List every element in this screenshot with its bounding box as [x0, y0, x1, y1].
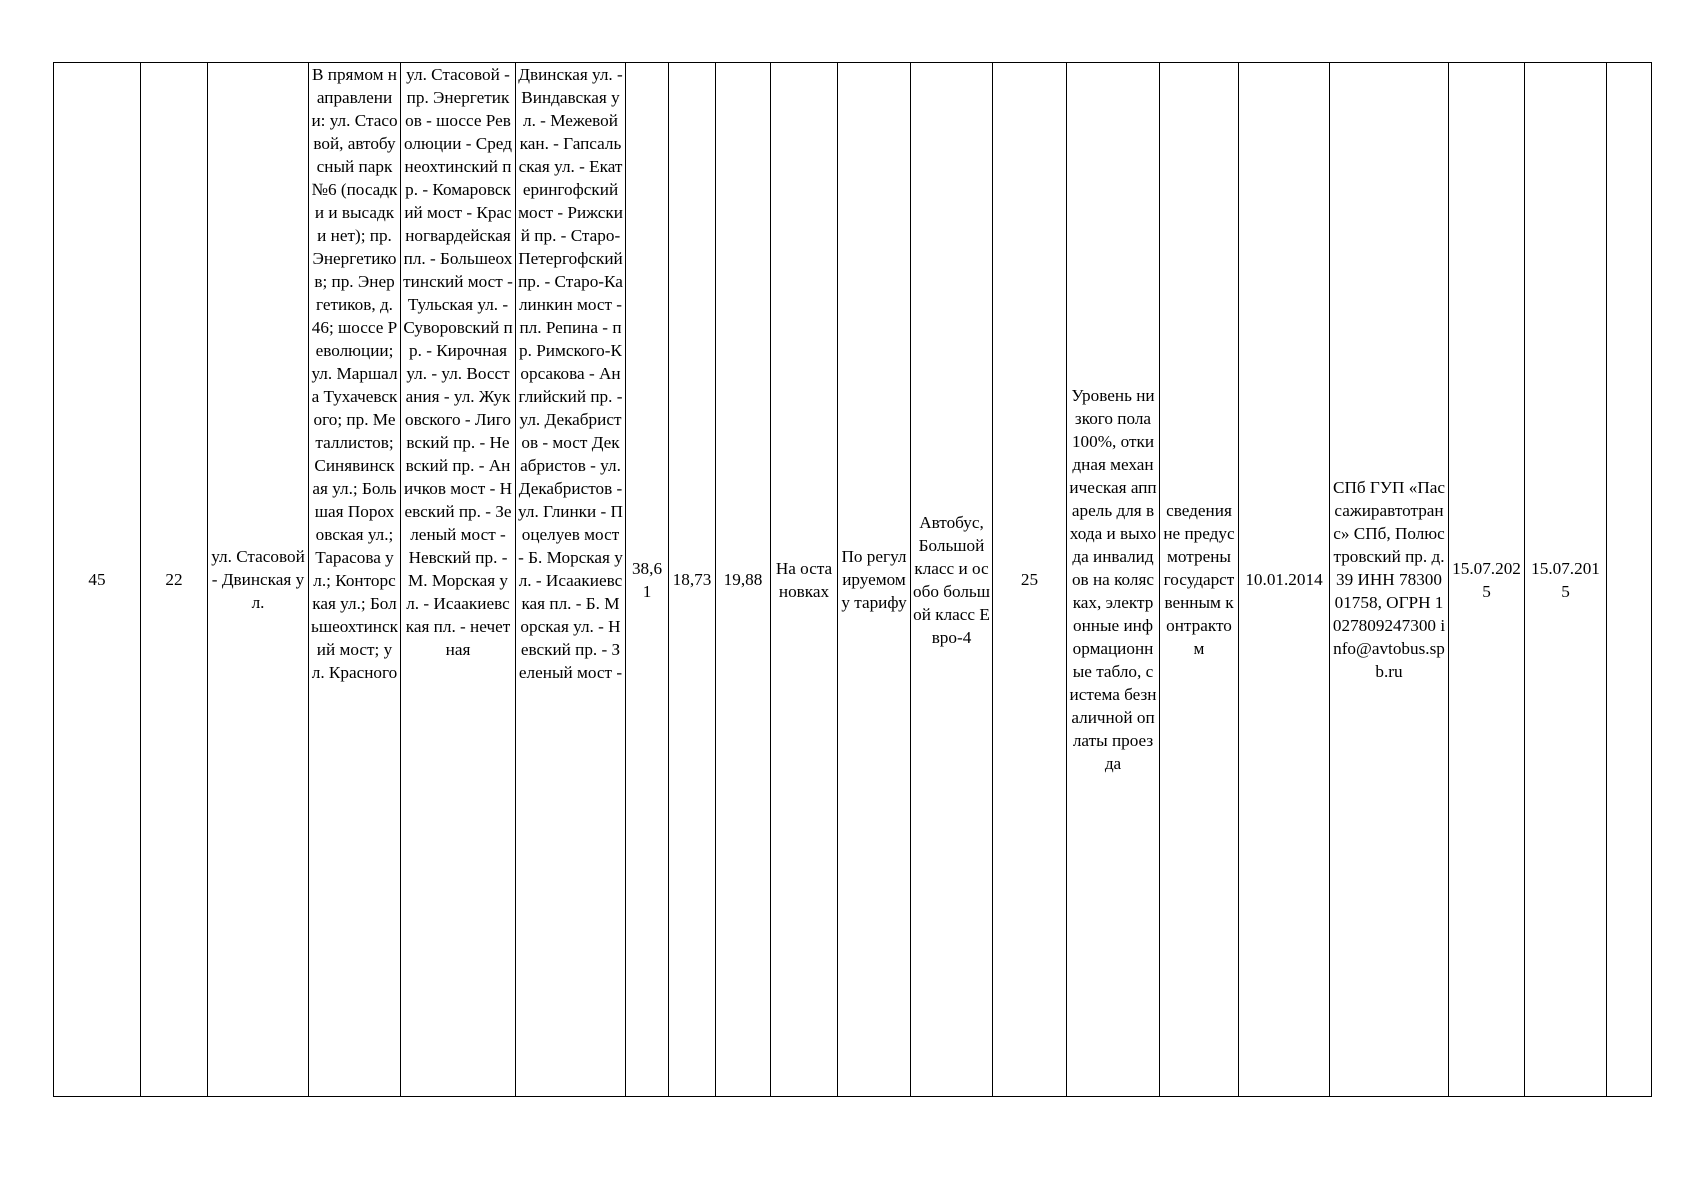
tariff-cell: По регулируемому тарифу: [838, 63, 911, 1097]
route-registry-table: [53, 62, 1652, 1097]
length-total-cell: 19,88: [716, 63, 771, 1097]
registry-number-cell: 45: [54, 63, 141, 1097]
length-backward-cell: 18,73: [669, 63, 716, 1097]
route-number-cell: 22: [141, 63, 208, 1097]
carrier-cell: СПб ГУП «Пассажиравтотранс» СПб, Полюстровский пр. д.39 ИНН 7830001758, ОГРН 1027809247300 info@avtobus.spb.ru: [1330, 63, 1449, 1097]
date-2-cell: 15.07.2015: [1525, 63, 1607, 1097]
vehicle-count-cell: 25: [993, 63, 1067, 1097]
extra-cell: [1607, 63, 1652, 1097]
length-forward-cell: 38,61: [626, 63, 669, 1097]
vehicle-cell: Автобус, Большой класс и особо большой класс Евро-4: [911, 63, 993, 1097]
streets-backward-cell: Двинская ул. - Виндавская ул. - Межевой кан. - Гапсальская ул. - Екатерингофский мост - Рижский пр. - Старо-Петергофский пр. - Старо-Калинкин мост - пл. Репина - пр. Римского-Корсакова - Английский пр. - ул. Декабристов - мост Декабристов - ул. Декабристов - ул. Глинки - Поцелуев мост - Б. Морская ул. - Исаакиевская пл. - Б. Морская ул. - Невский пр. - Зеленый мост -: [516, 63, 626, 1097]
characteristics-cell: Уровень низкого пола 100%, откидная механическая аппарель для входа и выхода инвалидов на колясках, электронные информационные табло, система безналичной оплаты проезда: [1067, 63, 1160, 1097]
stops-cell: В прямом направлении: ул. Стасовой, автобусный парк №6 (посадки и высадки нет); пр. Энергетиков; пр. Энергетиков, д. 46; шоссе Революции; ул. Маршала Тухачевского; пр. Металлистов; Синявинская ул.; Большая Пороховская ул.; Тарасова ул.; Конторская ул.; Большеохтинский мост; ул. Красного: [309, 63, 401, 1097]
date-1-cell: 15.07.2025: [1449, 63, 1525, 1097]
contract-info-cell: сведения не предусмотрены государственным контрактом: [1160, 63, 1239, 1097]
table-row: [54, 63, 1652, 1097]
streets-forward-cell: ул. Стасовой - пр. Энергетиков - шоссе Революции - Среднеохтинский пр. - Комаровский мост - Красногвардейская пл. - Большеохтинский мост - Тульская ул. - Суворовский пр. - Кирочная ул. - ул. Восстания - ул. Жуковского - Лиговский пр. - Невский пр. - Аничков мост - Невский пр. - Зеленый мост - Невский пр. - М. Морская ул. - Исаакиевская пл. - нечетная: [401, 63, 516, 1097]
start-date-cell: 10.01.2014: [1239, 63, 1330, 1097]
route-name-cell: ул. Стасовой - Двинская ул.: [208, 63, 309, 1097]
stop-order-cell: На остановках: [771, 63, 838, 1097]
